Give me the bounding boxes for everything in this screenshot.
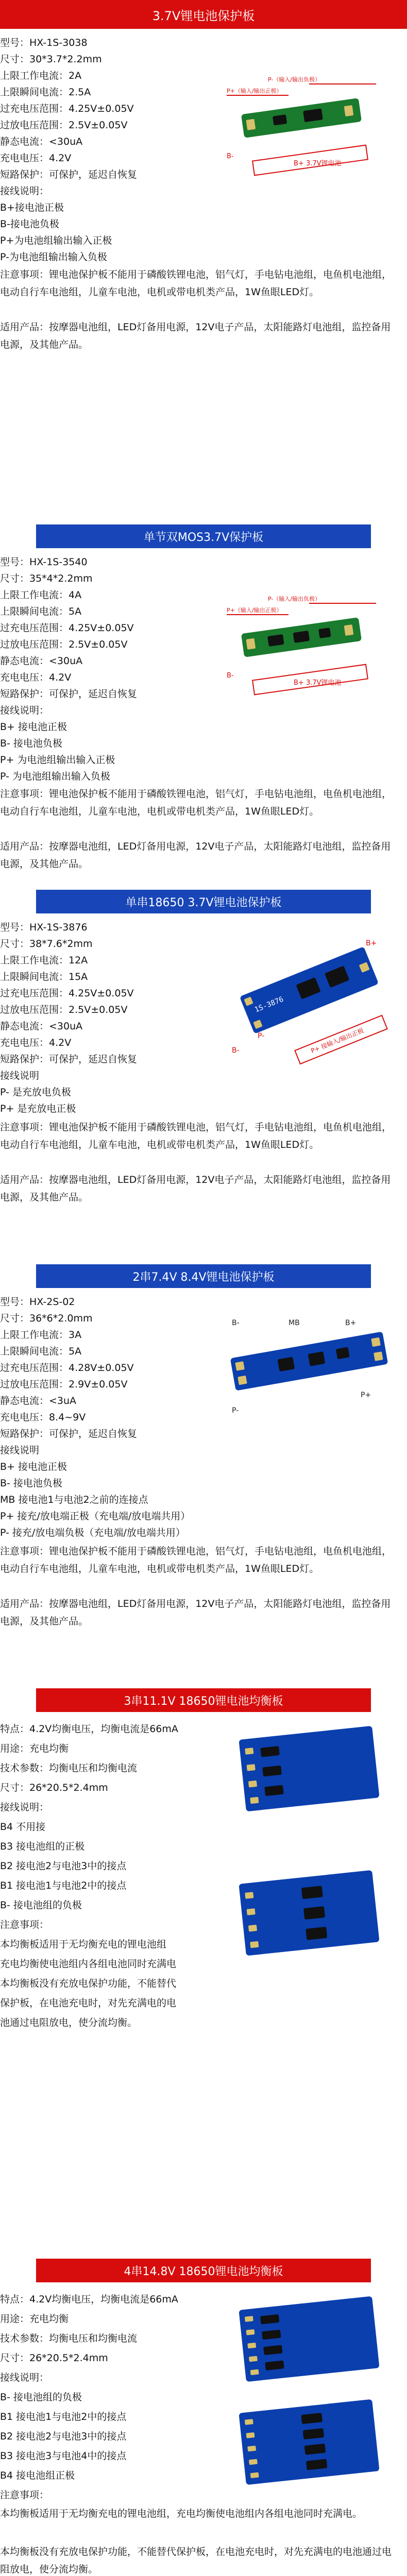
s3-notice: 注意事项：锂电池保护板不能用于磷酸铁锂电池，铝气灯，手电钻电池组，电鱼机电池组，电动自行车电池组，儿童车电池，电机或带电机类产品，1W鱼眼LED灯。 — [0, 1122, 392, 1150]
s2-wiring-0: B+ 接电池正极 — [0, 721, 67, 733]
s1-charge: 充电电压：4.2V — [0, 152, 72, 164]
s5-note-3: 保护板，在电池充电时，对先充满电的电 — [0, 1997, 177, 2009]
s6-wiring-2: B2 接电池2与电池3中的接点 — [0, 2431, 127, 2442]
s4-wiring-4: P- 接充/放电端负极（充电端/放电端共用） — [0, 1527, 185, 1538]
s2-overcharge: 过充电压范围：4.25V±0.05V — [0, 622, 134, 634]
s3-short: 短路保护：可保护，延迟自恢复 — [0, 1054, 138, 1065]
s2-notice: 注意事项：锂电池保护板不能用于磷酸铁锂电池，铝气灯，手电钻电池组，电鱼机电池组，电动自行车电池组，儿童车电池，电机或带电机类产品，1W鱼眼LED灯。 — [0, 788, 392, 817]
s2-size: 尺寸：35*4*2.2mm — [0, 573, 93, 584]
s1-usage: 适用产品：按摩器电池组，LED灯备用电源，12V电子产品，太阳能路灯电池组，监控备用电源，及其他产品。 — [0, 321, 391, 350]
s4-notice: 注意事项：锂电池保护板不能用于磷酸铁锂电池，铝气灯，手电钻电池组，电鱼机电池组，电动自行车电池组，儿童车电池，电机或带电机类产品，1W鱼眼LED灯。 — [0, 1546, 392, 1574]
s2-instant: 上限瞬间电流：5A — [0, 606, 82, 617]
s5-wiring-2: B2 接电池2与电池3中的接点 — [0, 1860, 127, 1872]
s3-board-image — [227, 924, 399, 1073]
s6-note-0: 本均衡板适用于无均衡充电的锂电池组，充电均衡使电池组内各组电池同时充满电。 — [0, 2508, 363, 2519]
s1-wiring-2: P+为电池组输出输入正极 — [0, 235, 112, 246]
section2-specs — [0, 548, 407, 868]
s1-size: 尺寸：30*3.7*2.2mm — [0, 54, 102, 65]
s4-short: 短路保护：可保护，延迟自恢复 — [0, 1428, 138, 1439]
s4-instant: 上限瞬间电流：5A — [0, 1346, 82, 1357]
s5-notes-title: 注意事项： — [0, 1919, 49, 1930]
s4-model: 型号：HX-2S-02 — [0, 1296, 75, 1308]
s6-tech: 技术参数：均衡电压和均衡电流 — [0, 2333, 138, 2344]
s6-wiring-4: B4 接电池组正极 — [0, 2470, 75, 2481]
s1-wiring-1: B-接电池负极 — [0, 218, 59, 230]
s5-tech: 技术参数：均衡电压和均衡电流 — [0, 1762, 138, 1774]
s4-label-pminus: P- — [232, 1406, 239, 1415]
section5-banner: 3串11.1V 18650锂电池均衡板 — [36, 1688, 371, 1712]
s2-short: 短路保护：可保护，延迟自恢复 — [0, 688, 138, 700]
s6-wiring-0: B- 接电池组的负极 — [0, 2392, 82, 2403]
s2-current: 上限工作电流：4A — [0, 589, 82, 601]
s1-label-bplus: B+ 3.7V锂电池 — [294, 160, 342, 167]
s1-current: 上限工作电流：2A — [0, 70, 82, 81]
section4-specs — [0, 1288, 407, 1680]
s1-static: 静态电流：<30uA — [0, 136, 83, 147]
s4-usage: 适用产品：按摩器电池组，LED灯备用电源，12V电子产品，太阳能路灯电池组，监控备用电源，及其他产品。 — [0, 1598, 391, 1627]
s1-label-pplus: P+（输入/输出正极） — [227, 88, 282, 94]
s5-purpose: 用途：充电均衡 — [0, 1743, 69, 1754]
s4-wiring-2: MB 接电池1与电池2之前的连接点 — [0, 1494, 148, 1505]
s6-board-image-top — [227, 2293, 392, 2385]
s5-wiring-4: B- 接电池组的负极 — [0, 1900, 82, 1911]
s2-label-pminus: P-（输入/输出负极） — [268, 596, 321, 602]
s4-current: 上限工作电流：3A — [0, 1329, 82, 1341]
s1-board-image — [222, 75, 399, 178]
s2-wiring-title: 接线说明： — [0, 705, 49, 716]
s2-label-bminus: B- — [227, 672, 234, 680]
section6-specs — [0, 2282, 407, 2576]
s1-overcharge: 过充电压范围：4.25V±0.05V — [0, 103, 134, 114]
section3-banner: 单串18650 3.7V锂电池保护板 — [36, 890, 371, 913]
s3-label-bplus: B+ — [366, 939, 377, 947]
s1-wiring-3: P-为电池组输出输入负极 — [0, 251, 107, 263]
s1-label-pminus: P-（输入/输出负极） — [268, 76, 321, 83]
s4-static: 静态电流：<3uA — [0, 1395, 77, 1406]
section4-banner: 2串7.4V 8.4V锂电池保护板 — [36, 1264, 371, 1288]
s2-wiring-1: B- 接电池负极 — [0, 738, 62, 749]
s3-charge: 充电电压：4.2V — [0, 1037, 72, 1048]
s5-note-2: 本均衡板没有充放电保护功能，不能替代 — [0, 1978, 177, 1989]
s5-board-image-top — [227, 1722, 392, 1815]
s2-overdischarge: 过放电压范围：2.5V±0.05V — [0, 639, 128, 650]
s2-static: 静态电流：<30uA — [0, 655, 83, 667]
section6-banner: 4串14.8V 18650锂电池均衡板 — [36, 2259, 371, 2282]
s4-wiring-1: B- 接电池负极 — [0, 1478, 62, 1489]
s1-overdischarge: 过放电压范围：2.5V±0.05V — [0, 120, 128, 131]
s5-board-image-bottom — [227, 1867, 392, 1959]
s2-charge: 充电电压：4.2V — [0, 672, 72, 683]
s3-label-bminus: B- — [232, 1046, 240, 1055]
s4-charge: 充电电压：8.4~9V — [0, 1412, 86, 1423]
s3-instant: 上限瞬间电流：15A — [0, 971, 88, 982]
s1-label-bminus: B- — [227, 152, 234, 160]
s3-wiring-0: P- 是充放电负极 — [0, 1087, 71, 1098]
s5-wiring-title: 接线说明： — [0, 1802, 49, 1813]
s3-silk-model: 1S-3876 — [253, 995, 285, 1014]
s5-note-0: 本均衡板适用于无均衡充电的锂电池组 — [0, 1939, 167, 1950]
s3-wiring-1: P+ 是充放电正极 — [0, 1103, 76, 1114]
s2-label-bplus: B+ 3.7V锂电池 — [294, 679, 342, 687]
section5-specs — [0, 1712, 407, 2176]
s2-model: 型号：HX-1S-3540 — [0, 556, 88, 568]
s6-wiring-title: 接线说明： — [0, 2372, 49, 2383]
s5-wiring-0: B4 不用接 — [0, 1821, 46, 1833]
section3-specs — [0, 913, 407, 1248]
s4-board-image — [222, 1309, 399, 1437]
s6-wiring-1: B1 接电池1与电池2中的接点 — [0, 2411, 127, 2422]
s3-overdischarge: 过放电压范围：2.5V±0.05V — [0, 1004, 128, 1015]
s2-board-image — [222, 595, 399, 698]
section1-specs — [0, 29, 407, 348]
s6-notes-title: 注意事项： — [0, 2489, 49, 2501]
s6-note-1: 本均衡板没有充放电保护功能，不能替代保护板，在电池充电时，对先充满电的电池通过电阻放电，使分流均衡。 — [0, 2546, 392, 2575]
s5-note-4: 池通过电阻放电，使分流均衡。 — [0, 2017, 138, 2028]
section2-banner: 单节双MOS3.7V保护板 — [36, 524, 371, 548]
s5-note-1: 充电均衡使电池组内各组电池同时充满电 — [0, 1958, 177, 1970]
s5-feature: 特点：4.2V均衡电压，均衡电流是66mA — [0, 1723, 178, 1735]
s3-label-pminus: P- — [258, 1032, 265, 1040]
s5-wiring-1: B3 接电池组的正极 — [0, 1841, 85, 1852]
s1-wiring-title: 接线说明： — [0, 185, 49, 197]
section1-banner: 3.7V锂电池保护板 — [0, 0, 407, 29]
s4-wiring-title: 接线说明 — [0, 1445, 40, 1456]
s4-label-mb: MB — [289, 1319, 300, 1327]
s6-purpose: 用途：充电均衡 — [0, 2313, 69, 2325]
s3-wiring-title: 接线说明 — [0, 1070, 40, 1081]
s3-current: 上限工作电流：12A — [0, 955, 88, 966]
s4-label-bplus: B+ — [345, 1319, 357, 1327]
s6-size: 尺寸：26*20.5*2.4mm — [0, 2352, 108, 2364]
s2-label-pplus: P+（输入/输出正极） — [227, 607, 282, 614]
s1-wiring-0: B+接电池正极 — [0, 202, 64, 213]
s4-size: 尺寸：36*6*2.0mm — [0, 1313, 93, 1324]
s4-overcharge: 过充电压范围：4.28V±0.05V — [0, 1362, 134, 1374]
s6-board-image-bottom — [227, 2396, 392, 2488]
s1-instant: 上限瞬间电流：2.5A — [0, 87, 91, 98]
s1-short: 短路保护：可保护，延迟自恢复 — [0, 169, 138, 180]
s4-wiring-0: B+ 接电池正极 — [0, 1461, 67, 1472]
s4-label-bminus: B- — [232, 1319, 240, 1327]
s3-static: 静态电流：<30uA — [0, 1021, 83, 1032]
s4-label-pplus: P+ — [361, 1391, 371, 1399]
s3-label-pplus: P+ 接输入/输出正极 — [310, 1027, 365, 1055]
s4-overdischarge: 过放电压范围：2.9V±0.05V — [0, 1379, 128, 1390]
s6-feature: 特点：4.2V均衡电压，均衡电流是66mA — [0, 2294, 178, 2305]
s4-wiring-3: P+ 接充/放电端正极（充电端/放电端共用） — [0, 1511, 191, 1522]
s6-wiring-3: B3 接电池3与电池4中的接点 — [0, 2450, 127, 2462]
s3-overcharge: 过充电压范围：4.25V±0.05V — [0, 988, 134, 999]
s2-usage: 适用产品：按摩器电池组，LED灯备用电源，12V电子产品，太阳能路灯电池组，监控备用电源，及其他产品。 — [0, 841, 391, 870]
s1-model: 型号：HX-1S-3038 — [0, 37, 88, 48]
s3-usage: 适用产品：按摩器电池组，LED灯备用电源，12V电子产品，太阳能路灯电池组，监控备用电源，及其他产品。 — [0, 1174, 391, 1203]
s5-size: 尺寸：26*20.5*2.4mm — [0, 1782, 108, 1793]
s5-wiring-3: B1 接电池1与电池2中的接点 — [0, 1880, 127, 1891]
s3-size: 尺寸：38*7.6*2mm — [0, 938, 93, 950]
s1-notice: 注意事项：锂电池保护板不能用于磷酸铁锂电池，铝气灯，手电钻电池组，电鱼机电池组，电动自行车电池组，儿童车电池，电机或带电机类产品，1W鱼眼LED灯。 — [0, 269, 392, 298]
s2-wiring-3: P- 为电池组输出输入负极 — [0, 771, 110, 782]
s3-model: 型号：HX-1S-3876 — [0, 922, 88, 933]
s2-wiring-2: P+ 为电池组输出输入正极 — [0, 754, 115, 766]
